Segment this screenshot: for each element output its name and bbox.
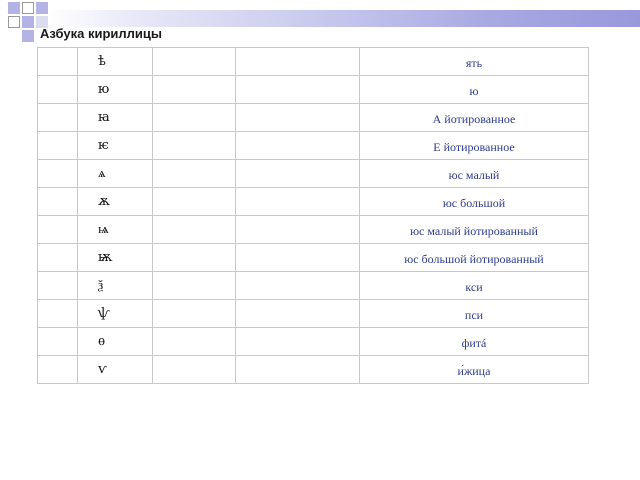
letter-glyph: ю xyxy=(98,82,110,97)
letter-glyph: ѳ xyxy=(98,334,106,349)
table-cell-empty xyxy=(38,216,78,244)
table-cell-empty xyxy=(153,272,236,300)
table-cell-empty xyxy=(38,160,78,188)
letter-name: фитá xyxy=(461,336,487,350)
glyph-cell xyxy=(78,48,153,76)
letter-glyph: ѵ xyxy=(98,362,107,377)
table-row xyxy=(38,76,589,104)
table-cell-empty xyxy=(38,244,78,272)
table-cell-empty xyxy=(236,48,360,76)
table-cell-empty xyxy=(236,328,360,356)
table-cell-empty xyxy=(38,328,78,356)
letter-glyph: ѱ xyxy=(98,306,110,321)
letter-name: юс малый йотированный xyxy=(410,224,538,238)
name-cell xyxy=(360,48,589,76)
table-cell-empty xyxy=(153,244,236,272)
table-cell-empty xyxy=(38,272,78,300)
table-cell-empty xyxy=(38,188,78,216)
letter-glyph: ѧ xyxy=(98,166,106,181)
table-cell-empty xyxy=(153,76,236,104)
slide-title: Азбука кириллицы xyxy=(40,26,162,41)
table-row xyxy=(38,216,589,244)
glyph-cell xyxy=(78,272,153,300)
table-cell-empty xyxy=(153,216,236,244)
glyph-cell xyxy=(78,328,153,356)
table-row xyxy=(38,300,589,328)
table-cell-empty xyxy=(153,300,236,328)
table-cell-empty xyxy=(236,216,360,244)
table-row xyxy=(38,132,589,160)
name-cell xyxy=(360,300,589,328)
table-cell-empty xyxy=(236,132,360,160)
letter-name: юс большой йотированный xyxy=(404,252,544,266)
table-cell-empty xyxy=(153,160,236,188)
table-row xyxy=(38,328,589,356)
table-row xyxy=(38,160,589,188)
decor-square xyxy=(36,2,48,14)
table-cell-empty xyxy=(38,356,78,384)
decor-square xyxy=(22,2,34,14)
letter-name: ю xyxy=(469,84,479,98)
table-cell-empty xyxy=(38,104,78,132)
table-cell-empty xyxy=(153,356,236,384)
glyph-cell xyxy=(78,244,153,272)
glyph-cell xyxy=(78,104,153,132)
table-row xyxy=(38,356,589,384)
table-cell-empty xyxy=(236,244,360,272)
glyph-cell xyxy=(78,300,153,328)
letter-name: ять xyxy=(465,56,483,70)
table-cell-empty xyxy=(153,188,236,216)
letter-glyph: ꙗ xyxy=(98,110,110,125)
letter-name: А йотированное xyxy=(432,112,516,126)
glyph-cell xyxy=(78,132,153,160)
letter-name: Е йотированное xyxy=(433,140,515,154)
name-cell xyxy=(360,160,589,188)
table-row xyxy=(38,244,589,272)
letter-glyph: ѣ xyxy=(98,54,106,69)
name-cell xyxy=(360,188,589,216)
glyph-cell xyxy=(78,76,153,104)
name-cell xyxy=(360,272,589,300)
letter-glyph: ѭ xyxy=(98,250,113,265)
decor-square xyxy=(8,2,20,14)
name-cell xyxy=(360,76,589,104)
table-cell-empty xyxy=(38,132,78,160)
glyph-cell xyxy=(78,160,153,188)
glyph-cell xyxy=(78,356,153,384)
letter-glyph: ѫ xyxy=(98,194,110,209)
letter-name: пси xyxy=(464,308,484,322)
name-cell xyxy=(360,244,589,272)
table-cell-empty xyxy=(153,132,236,160)
glyph-cell xyxy=(78,188,153,216)
table-cell-empty xyxy=(236,272,360,300)
decor-square xyxy=(22,30,34,42)
name-cell xyxy=(360,328,589,356)
table-cell-empty xyxy=(236,76,360,104)
letter-name: юс большой xyxy=(442,196,506,210)
table-cell-empty xyxy=(236,300,360,328)
decor-square xyxy=(8,16,20,28)
letter-name: и́жица xyxy=(457,364,491,378)
name-cell xyxy=(360,104,589,132)
table-row xyxy=(38,188,589,216)
letter-name: юс малый xyxy=(448,168,500,182)
table-cell-empty xyxy=(236,356,360,384)
table-cell-empty xyxy=(153,328,236,356)
table-cell-empty xyxy=(38,48,78,76)
letter-glyph: ѯ xyxy=(98,278,104,293)
alphabet-table xyxy=(37,47,589,384)
name-cell xyxy=(360,356,589,384)
name-cell xyxy=(360,132,589,160)
table-cell-empty xyxy=(236,188,360,216)
letter-name: кси xyxy=(465,280,483,294)
table-cell-empty xyxy=(153,104,236,132)
table-cell-empty xyxy=(38,300,78,328)
title-gradient-bar xyxy=(48,10,640,27)
table-cell-empty xyxy=(38,76,78,104)
table-cell-empty xyxy=(153,48,236,76)
table-cell-empty xyxy=(236,160,360,188)
glyph-cell xyxy=(78,216,153,244)
table-row xyxy=(38,48,589,76)
letter-glyph: ѩ xyxy=(98,222,109,237)
letter-glyph: ѥ xyxy=(98,138,109,153)
name-cell xyxy=(360,216,589,244)
decor-square xyxy=(22,16,34,28)
table-row xyxy=(38,104,589,132)
table-row xyxy=(38,272,589,300)
table-cell-empty xyxy=(236,104,360,132)
